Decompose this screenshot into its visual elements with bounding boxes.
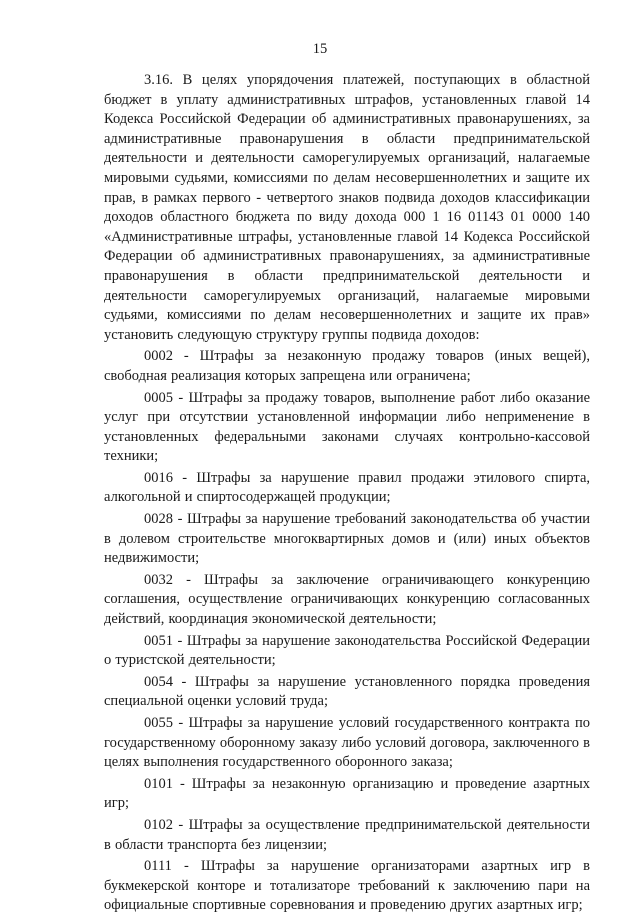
item-text: - Штрафы за осуществление предпринимательской деятельности в области транспорта без лицензии; bbox=[104, 816, 590, 853]
list-item-0028 bbox=[104, 510, 590, 569]
item-text: - Штрафы за незаконную продажу товаров (иных вещей), свободная реализация которых запрещена или ограничена; bbox=[104, 348, 590, 384]
item-text: - Штрафы за нарушение организаторами азартных игр в букмекерской конторе и тотализаторе требований к заключению пари на официальные спортивные соревнования и проведению других азартных игр; bbox=[104, 858, 591, 914]
item-code: 0111 bbox=[144, 858, 172, 875]
item-code: 0055 bbox=[144, 715, 173, 731]
item-code: 0032 bbox=[144, 571, 173, 588]
list-item-0111 bbox=[104, 857, 590, 916]
item-text: - Штрафы за нарушение правил продажи этилового спирта, алкогольной и спиртосодержащей продукции; bbox=[104, 469, 591, 506]
list-item-0055 bbox=[104, 714, 590, 773]
list-item-0101 bbox=[104, 775, 590, 814]
item-code: 0101 bbox=[144, 775, 173, 792]
item-code: 0002 bbox=[144, 348, 173, 365]
document-body bbox=[104, 71, 590, 916]
list-item-0002 bbox=[104, 347, 590, 386]
item-text: - Штрафы за нарушение законодательства Российской Федерации о туристской деятельности; bbox=[104, 632, 590, 669]
list-item-0016 bbox=[104, 469, 590, 508]
item-code: 0054 bbox=[144, 673, 173, 690]
item-text: - Штрафы за нарушение условий государственного контракта по государственному оборонному заказу либо условий договора, заключенного в целях выполнения государственного оборонного заказа; bbox=[104, 715, 590, 771]
item-text: - Штрафы за незаконную организацию и проведение азартных игр; bbox=[104, 775, 590, 812]
item-text: - Штрафы за продажу товаров, выполнение работ либо оказание услуг при отсутствии установленной информации либо неприменение в установленных федеральными законами случаях контрольно-кассовой техники; bbox=[104, 389, 591, 465]
list-item-0102 bbox=[104, 816, 590, 855]
list-item-0054 bbox=[104, 673, 590, 712]
page-number: 15 bbox=[312, 41, 328, 57]
list-item-0005 bbox=[104, 389, 590, 467]
item-code: 0102 bbox=[144, 816, 173, 833]
item-code: 0051 bbox=[144, 632, 173, 649]
item-text: - Штрафы за заключение ограничивающего конкуренцию соглашения, осуществление ограничивающих конкуренцию согласованных действий, координация экономической деятельности; bbox=[104, 571, 591, 628]
item-code: 0005 bbox=[144, 389, 173, 406]
intro-paragraph: 3.16. В целях упорядочения платежей, поступающих в областной бюджет в уплату административных штрафов, установленных главой 14 Кодекса Российской Федерации об административных правонарушениях, за административные правонарушения в области предпринимательской деятельности и деятельности саморегулируемых организаций, налагаемые мировыми судьями, комиссиями по делам несовершеннолетних и защите их прав, в рамках первого - четвертого знаков подвида доходов классификации доходов областного бюджета по виду дохода 000 1 16 01143 01 0000 140 «Административные штрафы, установленные главой 14 Кодекса Российской Федерации об административных правонарушениях, за административные правонарушения в области предпринимательской деятельности и деятельности саморегулируемых организаций, налагаемые мировыми судьями, комиссиями по делам несовершеннолетних и защите их прав» установить следующую структуру группы подвида доходов: bbox=[104, 72, 590, 343]
item-text: - Штрафы за нарушение требований законодательства об участии в долевом строительстве многоквартирных домов и (или) иных объектов недвижимости; bbox=[104, 511, 591, 567]
item-code: 0016 bbox=[144, 469, 173, 486]
item-code: 0028 bbox=[144, 511, 173, 528]
list-item-0051 bbox=[104, 632, 590, 671]
item-text: - Штрафы за нарушение установленного порядка проведения специальной оценки условий труда; bbox=[104, 673, 590, 710]
list-item-0032 bbox=[104, 571, 590, 630]
